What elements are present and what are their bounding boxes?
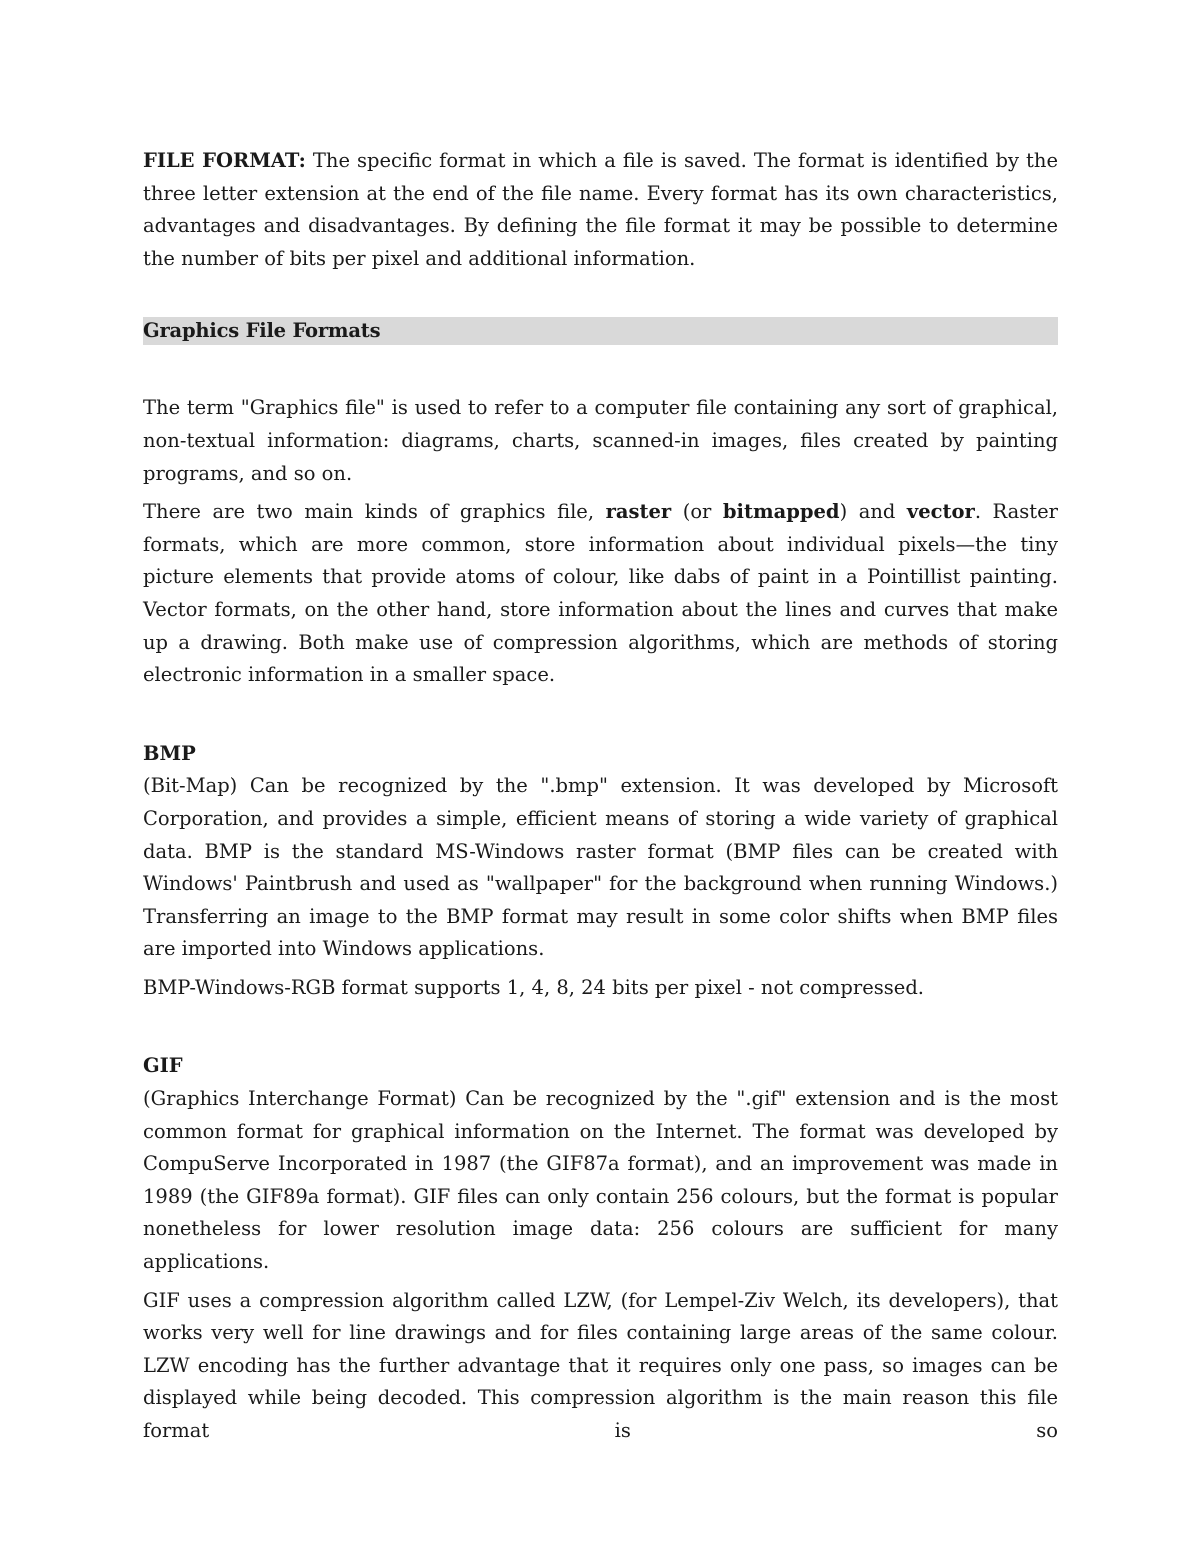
graphics-heading: Graphics File Formats <box>143 317 1058 345</box>
graphics-p2-text-a: There are two main kinds of graphics file, <box>143 500 606 524</box>
bmp-heading: BMP <box>143 741 196 765</box>
bmp-paragraph-1: (Bit-Map) Can be recognized by the ".bmp" extension. It was developed by Microsoft Corporation, and provides a simple, efficient means of storing a wide variety of graphical data. BMP is the standard MS-Windows raster format (BMP files can be created with Windows' Paintbrush and used as "wallpaper" for the background when running Windows.) Transferring an image to the BMP format may result in some color shifts when BMP files are imported into Windows applications. <box>143 774 1058 961</box>
gif-paragraph-1: (Graphics Interchange Format) Can be recognized by the ".gif" extension and is the most common format for graphical information on the Internet. The format was developed by CompuServe Incorporated in 1987 (the GIF87a format), and an improvement was made in 1989 (the GIF89a format). GIF files can only contain 256 colours, but the format is popular nonetheless for lower resolution image data: 256 colours are sufficient for many applications. <box>143 1087 1058 1274</box>
graphics-paragraph-1: The term "Graphics file" is used to refer to a computer file containing any sort of graphical, non-textual information: diagrams, charts, scanned-in images, files created by painting programs, and so on. <box>143 396 1058 485</box>
gif-heading: GIF <box>143 1054 183 1078</box>
graphics-p2-text-d: . Raster formats, which are more common, store information about individual pixels—the tiny picture elements that provide atoms of colour, like dabs of paint in a Pointillist painting. Vector formats, on the other hand, store information about the lines and curves that make up a drawing. Both make use of compression algorithms, which are methods of storing electronic information in a smaller space. <box>143 500 1059 687</box>
graphics-paragraph-2 <box>143 496 1058 692</box>
intro-paragraph <box>143 145 1058 275</box>
term-vector: vector <box>906 500 975 524</box>
term-bitmapped: bitmapped <box>722 500 840 524</box>
graphics-p2-text-c: ) and <box>839 500 907 524</box>
spacer <box>143 1004 1058 1050</box>
term-raster: raster <box>605 500 672 524</box>
document-page <box>143 145 1058 1448</box>
gif-paragraph-2: GIF uses a compression algorithm called LZW, (for Lempel-Ziv Welch, its developers), that works very well for line drawings and for files containing large areas of the same colour. LZW encoding has the further advantage that it requires only one pass, so images can be displayed while being decoded. This compression algorithm is the main reason this file format is so <box>143 1288 1058 1442</box>
spacer <box>143 345 1058 392</box>
spacer <box>143 692 1058 738</box>
graphics-p2-text-b: (or <box>671 500 723 524</box>
intro-label: FILE FORMAT: <box>143 149 306 172</box>
bmp-paragraph-2: BMP-Windows-RGB format supports 1, 4, 8, 24 bits per pixel - not compressed. <box>143 975 924 999</box>
intro-text: The specific format in which a file is saved. The format is identified by the three letter extension at the end of the file name. Every format has its own characteristics, advantages and disadvantages. By defining the file format it may be possible to determine the number of bits per pixel and additional information. <box>143 149 1058 270</box>
